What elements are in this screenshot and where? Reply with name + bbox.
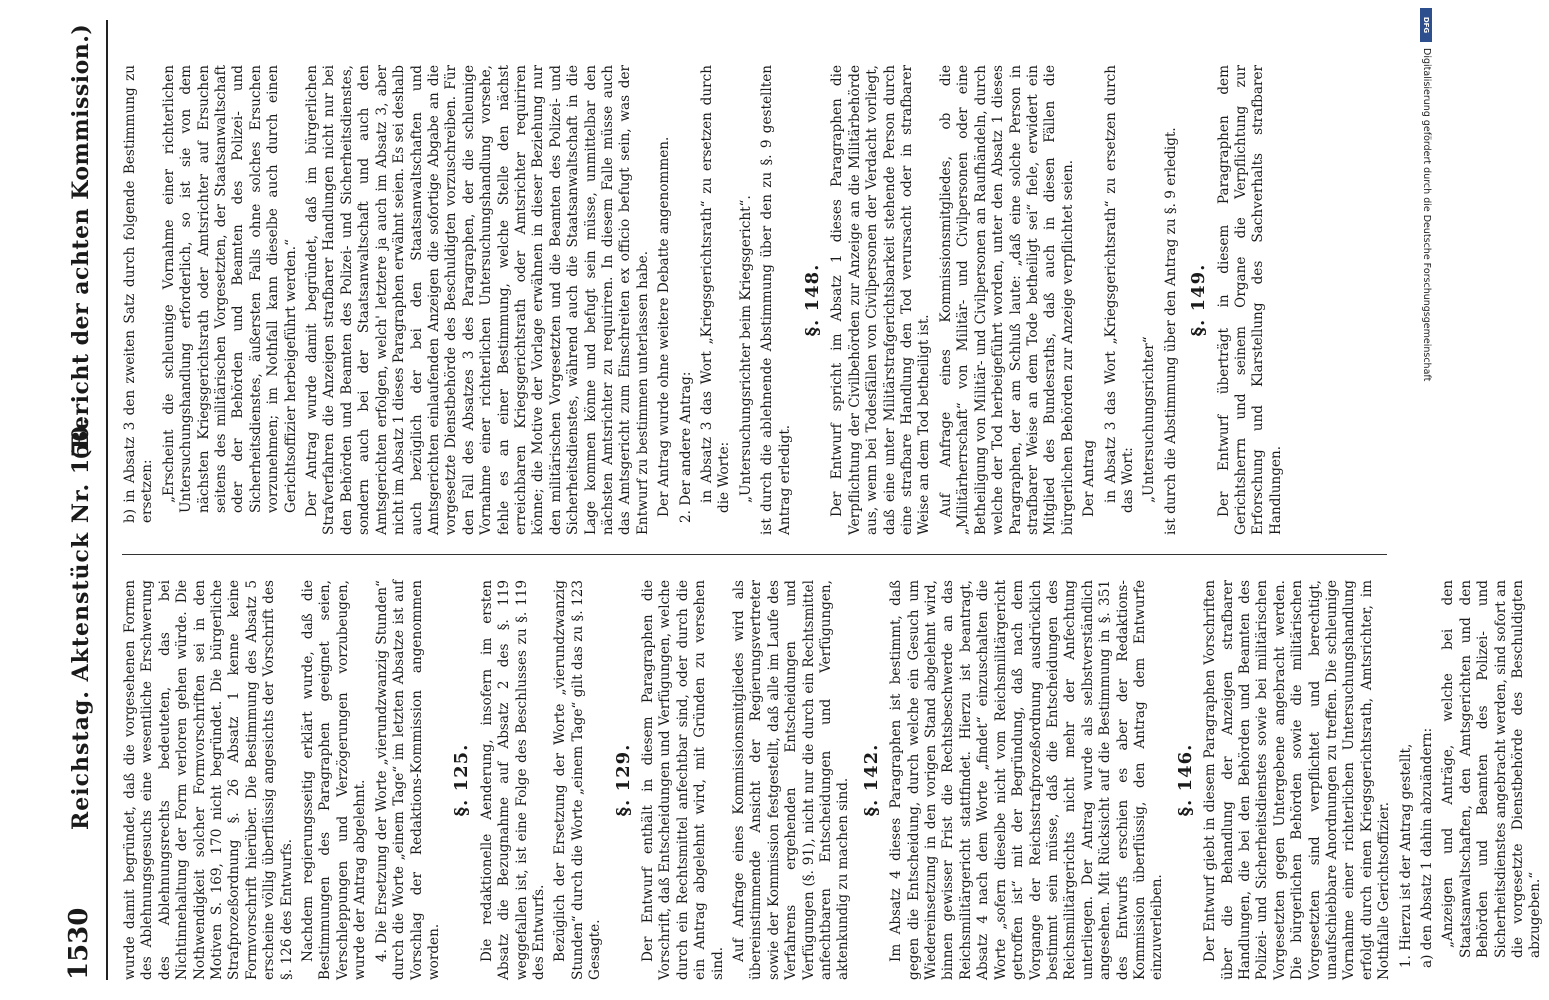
quote: „Untersuchungsrichter beim Kriegsgericht“. (737, 195, 754, 503)
digitization-credit (1420, 8, 1432, 708)
paragraph: ist durch die Abstimmung über den Antrag zu §. 9 erledigt. (1162, 127, 1179, 535)
paragraph: in Absatz 3 das Wort „Kriegsgerichtsrath“ zu ersetzen durch das Wort: (1102, 65, 1136, 513)
paragraph: 2. Der andere Antrag: (677, 371, 694, 523)
paragraph: Auf Anfrage eines Kommissionsmitgliedes, ob die „Militärherrschaft“ von Militär- und Civilpersonen oder eine Betheiligung von Militär- und Civilpersonen an Raufhändeln, durch welche der Tod herbeigeführt worden, unter den Absatz 1 dieses Paragraphen, der am Schluß laute: „daß eine solche Person in strafbarer Weise an dem Tode betheiligt sei“ fiele, erwidert ein Mitglied des Bundesraths, daß auch in diesen Fällen die bürgerlichen Behörden zur Anzeige verpflichtet seien. (937, 65, 1076, 535)
section-heading: §. 129. (612, 743, 634, 817)
paragraph: a) den Absatz 1 dahin abzuändern: (1419, 727, 1436, 968)
quote: „Untersuchungsrichter“ (1141, 336, 1158, 503)
section-heading: §. 125. (451, 743, 473, 817)
paragraph: 4. Die Ersetzung der Worte „vierundzwanzig Stunden“ durch die Worte „einem Tage“ im letzten Absatze ist auf Vorschlag der Redaktions-Kommission angenommen worden. (373, 580, 442, 980)
paragraph: Bezüglich der Ersetzung der Worte „vierundzwanzig Stunden“ durch die Worte „einem Tage“ gilt das zu §. 123 Gesagte. (552, 580, 604, 980)
quote: „Erscheint die schleunige Vornahme einer richterlichen Untersuchungshandlung erforderlich, so ist sie von dem nächsten Kriegsgerichtsrath oder Amtsrichter auf Ersuchen seitens des militärischen Vorgesetzten, der Staatsanwaltschaft oder der Behörden und Beamten des Polizei- und Sicherheitsdienstes, äußersten Falls ohne solches Ersuchen vorzunehmen; im Nothfall kann dieselbe auch durch einen Gerichtsoffizier herbeigeführt werden.“ (160, 65, 299, 513)
paragraph: Nachdem regierungsseitig erklärt wurde, daß die Bestimmungen des Paragraphen geeignet seien, Verschleppungen und Verzögerungen vorzubeugen, wurde der Antrag abgelehnt. (300, 580, 369, 980)
header-rule (106, 20, 108, 980)
paragraph: Der Entwurf giebt in diesem Paragraphen Vorschriften über die Behandlung der Anzeigen strafbarer Handlungen, die bei den Behörden und Beamten des Polizei- und Sicherheitsdienstes sowie bei militärischen Vorgesetzten gegen Untergebene angebracht werden. Die bürgerlichen Behörden sowie die militärischen Vorgesetzten sind verpflichtet und berechtigt, unaufschiebbare Anordnungen zu treffen. Die schleunige Vornahme einer richterlichen Untersuchungshandlung erfolgt durch einen Kriegsgerichtsrath, Amtsrichter, im Nothfalle Gerichtsoffizier. (1202, 580, 1393, 980)
dfg-logo: DFG (1420, 8, 1432, 42)
paragraph: Der Antrag wurde damit begründet, daß im bürgerlichen Strafverfahren die Anzeigen strafbarer Handlungen nicht nur bei den Behörden und Beamten des Polizei- und Sicherheitsdienstes, sondern auch bei der Staatsanwaltschaft und auch den Amtsgerichten erfolgen, welch' letztere ja auch im Absatz 3, aber nicht im Absatz 1 dieses Paragraphen erwähnt seien. Es sei deshalb auch bezüglich der bei den Staatsanwaltschaften und Amtsgerichten einlaufenden Anzeigen die sofortige Abgabe an die vorgesetzte Dienstbehörde des Beschuldigten vorzuschreiben. Für den Fall des Absatzes 3 des Paragraphen, der die schleunige Vornahme einer richterlichen Untersuchungshandlung vorsehe, fehle es an einer Bestimmung, welche Stelle den nächst erreichbaren Kriegsgerichtsrath oder Amtsrichter requiriren könne; die Motive der Vorlage erwähnen in dieser Beziehung nur den militärischen Vorgesetzten und die Beamten des Polizei- und Sicherheitsdienstes, während auch die Staatsanwaltschaft in die Lage kommen könne und befugt sein müsse, unmittelbar den nächsten Amtsrichter zu requiriren. In diesem Falle müsse auch das Amtsgericht zum Einschreiten ex officio befugt sein, was der Entwurf zu bestimmen unterlassen habe. (304, 65, 651, 535)
section-heading: §. 148. (802, 263, 824, 337)
credit-text: Digitalisierung gefördert durch die Deutsche Forschungsgemeinschaft (1421, 48, 1432, 382)
paragraph: Der Entwurf überträgt in diesem Paragraphen dem Gerichtsherrn und seinem Organe die Verpflichtung zur Erforschung und Klarstellung des Sachverhalts strafbarer Handlungen. (1215, 65, 1284, 535)
paragraph: Die redaktionelle Aenderung, insofern im ersten Absatz die Bezugnahme auf Absatz 2 des §. 119 weggefallen ist, ist eine Folge des Beschlusses zu §. 119 des Entwurfs. (478, 580, 547, 980)
section-heading: §. 149. (1188, 263, 1210, 337)
section-heading: §. 142. (860, 743, 882, 817)
paragraph: b) in Absatz 3 den zweiten Satz durch folgende Bestimmung zu ersetzen: (122, 65, 156, 523)
column-divider (122, 554, 1387, 555)
right-column (122, 65, 1289, 535)
paragraph: Der Entwurf spricht im Absatz 1 dieses Paragraphen die Verpflichtung der Civilbehörden zur Anzeige an die Militärbehörde aus, wenn bei Todesfällen von Civilpersonen der Verdacht vorliegt, daß eine unter Militärstrafgerichtsbarkeit stehende Person durch eine strafbare Handlung den Tod verursacht oder in strafbarer Weise an dem Tod betheiligt ist. (829, 65, 933, 535)
page-header (60, 20, 110, 980)
paragraph: Auf Anfrage eines Kommissionsmitgliedes wird als übereinstimmende Ansicht der Regierungsvertreter sowie der Kommission festgestellt, daß alle im Laufe des Verfahrens ergehenden Entscheidungen und Verfügungen (§. 91), nicht nur die durch ein Rechtsmittel anfechtbaren Entscheidungen und Verfügungen, aktenkundig zu machen sind. (731, 580, 852, 980)
page-number: 1530 (64, 907, 94, 980)
left-column (122, 580, 1549, 980)
paragraph: Der Antrag wurde ohne weitere Debatte angenommen. (656, 136, 673, 517)
quote: „Anzeigen und Anträge, welche bei den Staatsanwaltschaften, den Amtsgerichten und den Behörden und Beamten des Polizei- und Sicherheitsdienstes angebracht werden, sind sofort an die vorgesetzte Dienstbehörde des Beschuldigten abzugeben.“ (1440, 580, 1544, 958)
document-title: Reichstag. Aktenstück Nr. 150. (68, 416, 94, 830)
paragraph: Im Absatz 4 dieses Paragraphen ist bestimmt, daß gegen die Entscheidung, durch welche ein Gesuch um Wiedereinsetzung in den vorigen Stand abgelehnt wird, binnen gewisser Frist die Rechtsbeschwerde an das Reichsmilitärgericht stattfindet. Hierzu ist beantragt, Absatz 4 nach dem Worte „findet“ einzuschalten die Worte „sofern dieselbe nicht vom Reichsmilitärgericht getroffen ist“ mit der Begründung, daß nach dem Vorgange der Reichsstrafprozeßordnung ausdrücklich bestimmt sein müsse, daß die Entscheidungen des Reichsmilitärgerichts nicht mehr der Anfechtung unterliegen. Der Antrag wurde als selbstverständlich angesehen. Mit Rücksicht auf die Bestimmung in §. 351 des Entwurfs erschien es aber der Redaktions-Kommission überflüssig, den Antrag dem Entwurfe einzuverleiben. (888, 580, 1166, 980)
paragraph: ist durch die ablehnende Abstimmung über den zu §. 9 gestellten Antrag erledigt. (759, 65, 793, 535)
section-heading: §. 146. (1174, 743, 1196, 817)
paragraph: Der Entwurf enthält in diesem Paragraphen die Vorschrift, daß Entscheidungen und Verfügungen, welche durch ein Rechtsmittel anfechtbar sind, oder durch die ein Antrag abgelehnt wird, mit Gründen zu versehen sind. (639, 580, 726, 980)
report-title: (Bericht der achten Kommission.) (68, 23, 94, 460)
paragraph: 1. Hierzu ist der Antrag gestellt, (1397, 743, 1414, 968)
paragraph: Der Antrag (1081, 439, 1098, 517)
paragraph: wurde damit begründet, daß die vorgesehenen Formen des Ablehnungsgesuchs eine wesentliche Erschwerung des Ablehnungsrechts bedeuteten, das bei Nichtinnehaltung der Form verloren gehen würde. Die Nothwendigkeit solcher Formvorschriften sei in den Motiven S. 169, 170 nicht begründet. Die bürgerliche Strafprozeßordnung §. 26 Absatz 1 kenne keine Formvorschrift hierüber. Die Bestimmung des Absatz 5 erscheine völlig überflüssig angesichts der Vorschrift des §. 126 des Entwurfs. (122, 580, 295, 980)
paragraph: in Absatz 3 das Wort „Kriegsgerichtsrath“ zu ersetzen durch die Worte: (699, 65, 733, 513)
